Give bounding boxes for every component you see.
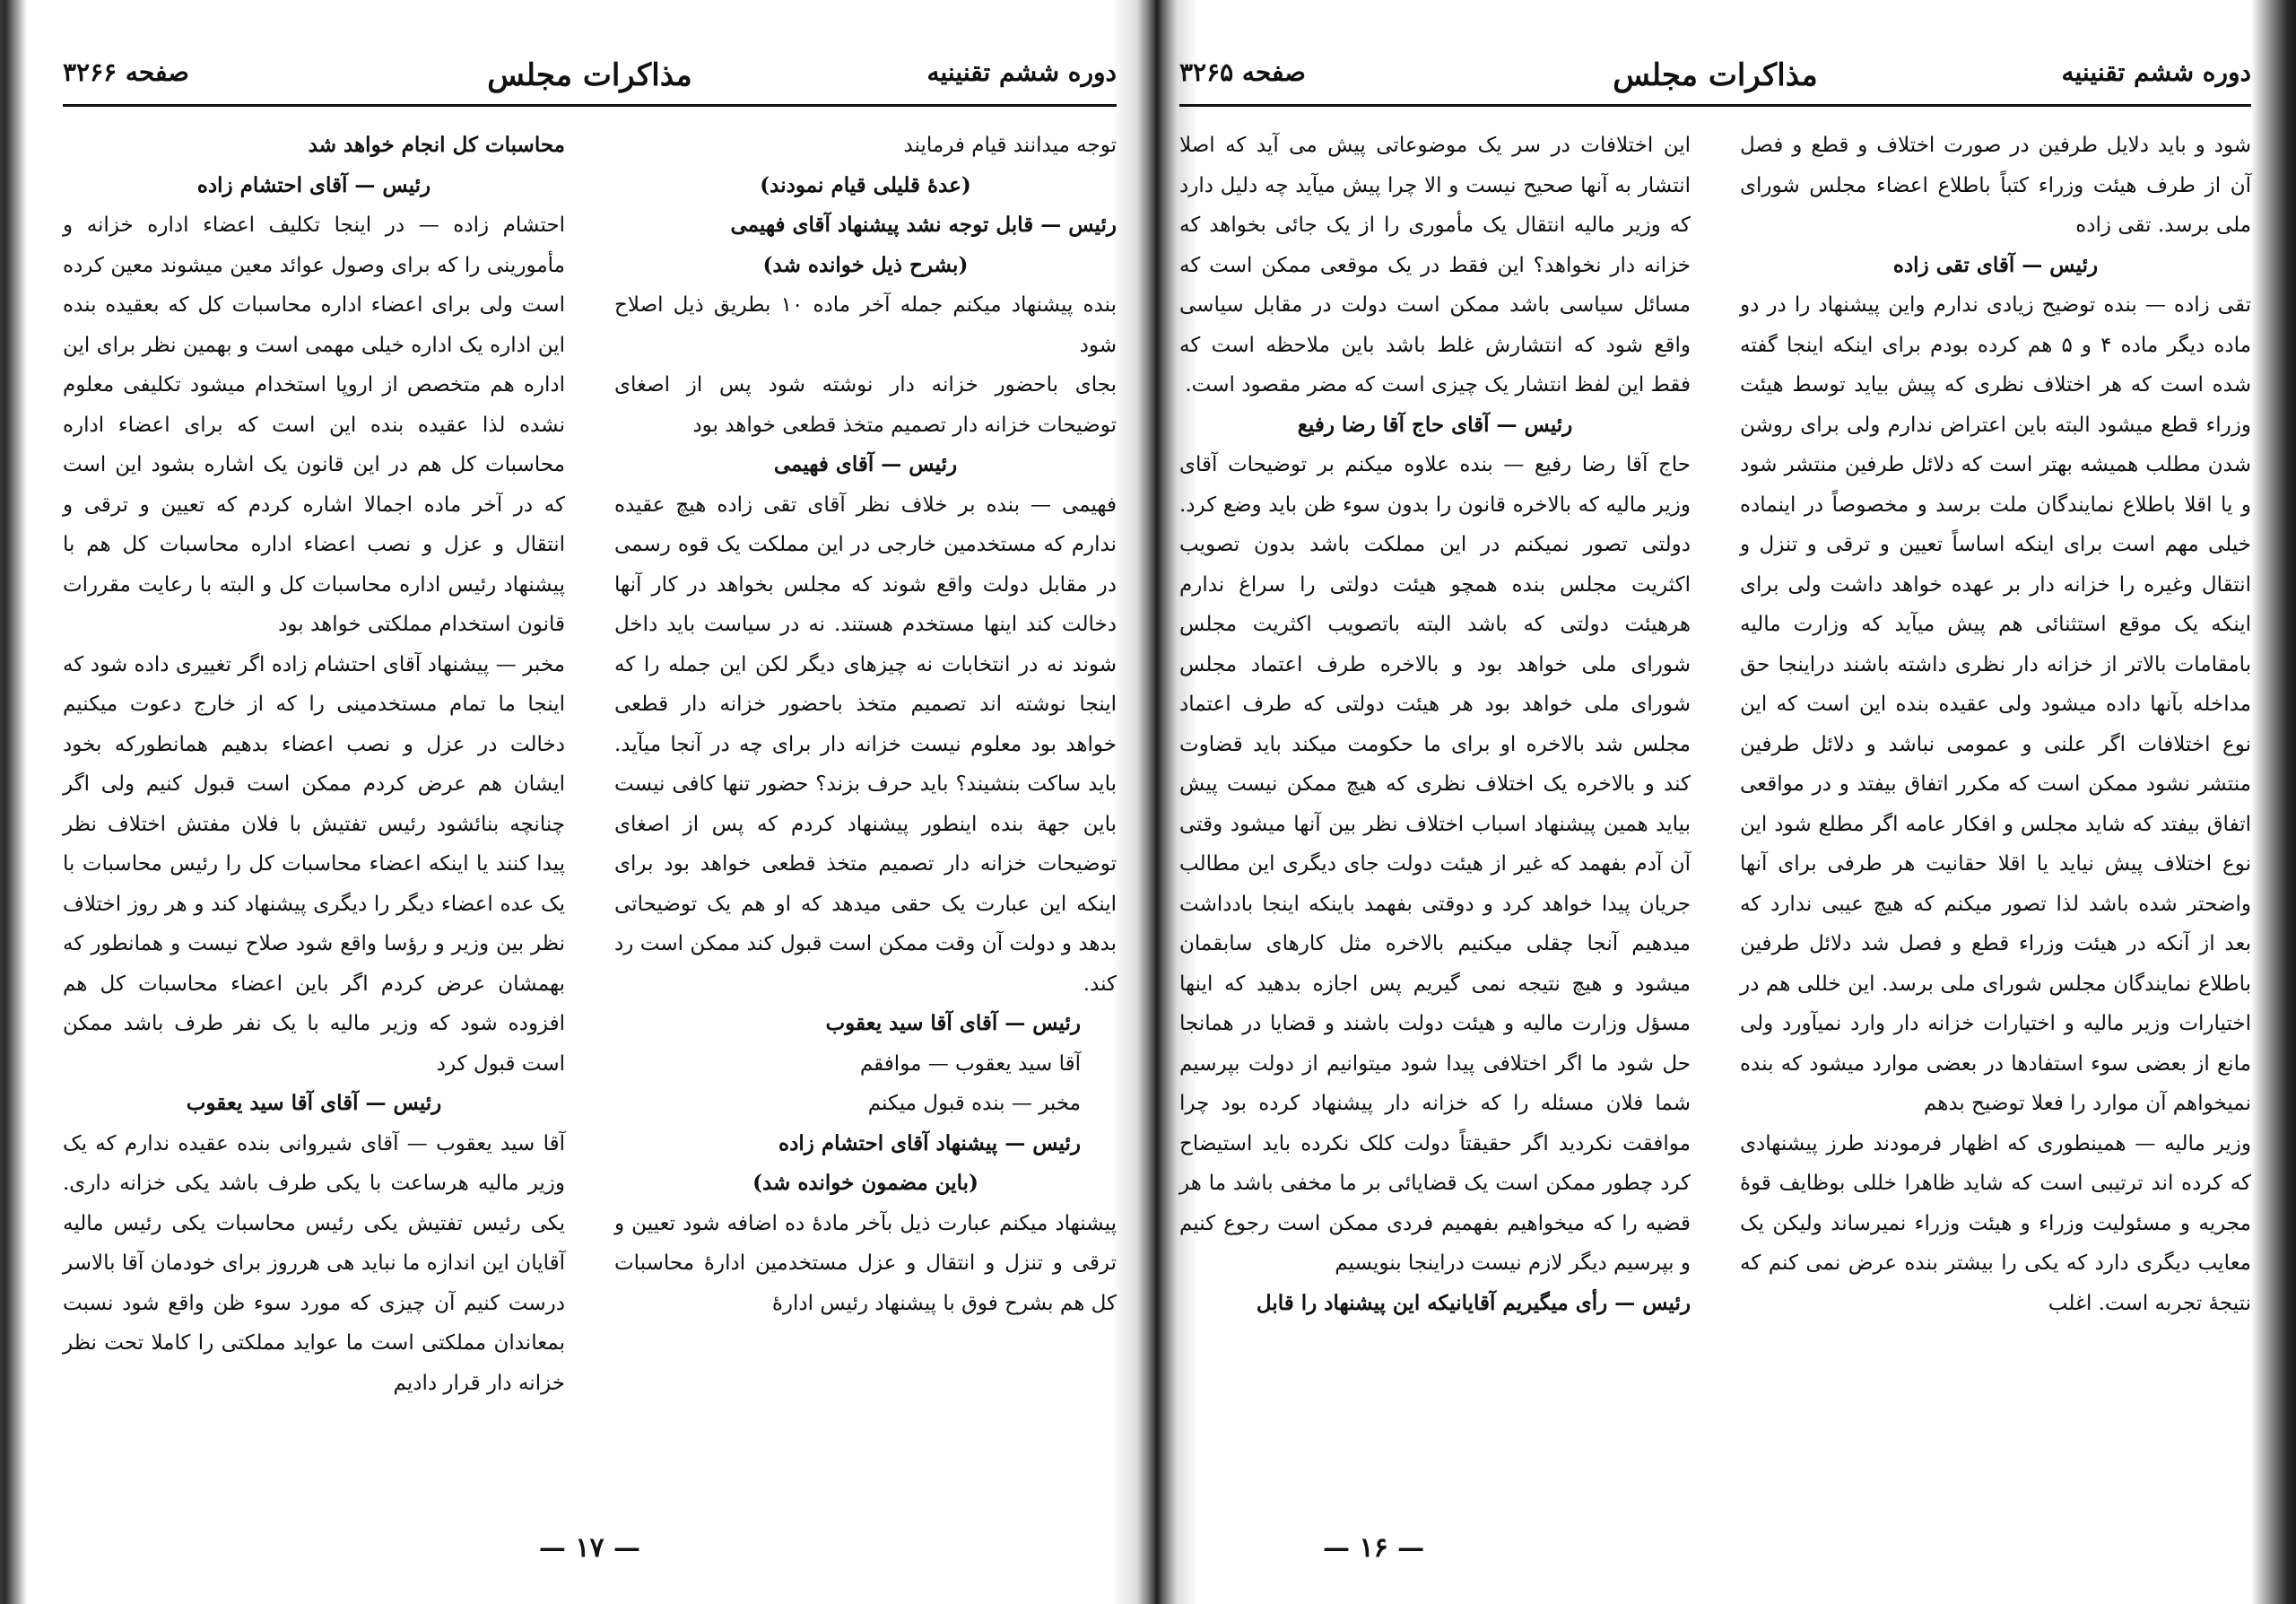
paragraph: آقا سید یعقوب — موافقم <box>859 1051 1081 1076</box>
left-page-left-column <box>63 126 565 1403</box>
right-page-series: دوره ششم تقنینیه <box>2061 57 2251 87</box>
paragraph: (عدهٔ قلیلی قیام نمودند) <box>760 172 971 197</box>
left-page-right-column <box>614 126 1117 1323</box>
paragraph: بجای باحضور خزانه دار نوشته شود پس از اصغای توضیحات خزانه دار تصمیم متخذ قطعی خواهد بود <box>614 373 1117 437</box>
right-page-left-column <box>1179 126 1691 1323</box>
paragraph: این اختلافات در سر یک موضوعاتی پیش می آید که اصلا انتشار به آنها صحیح نیست و الا چرا پیش میآید چه دلیل دارد که وزیر مالیه انتقال یک مأموری را از یک جائی بخواهد که خزانه دار نخواهد؟ این فقط در یک موقعی ممکن است که مسائل سیاسی باشد ممکن است دولت در مقابل سیاسی واقع شود که انتشارش غلط باشد باین ملاحظه است که فقط این لفظ انتشار یک چیزی است که مضر مقصود است. <box>1179 134 1691 397</box>
right-page-header <box>1179 52 2251 107</box>
left-page-footer: — ۱۷ — <box>538 1532 641 1564</box>
speaker-line: رئیس — رأی میگیریم آقایانیکه این پیشنهاد را قابل <box>1256 1290 1691 1315</box>
left-page-number: صفحه ۳۲۶۶ <box>63 57 189 87</box>
paragraph: تقی زاده — بنده توضیح زیادی ندارم واین پیشنهاد را در دو ماده دیگر ماده ۴ و ۵ هم کرده بودم برای اینکه اینجا گفته شده است که هر اختلاف نظری که پیش بیاید توسط هیئت وزراء قطع میشود البته باین اعتراض ندارم ولی برای روشن شدن مطلب همیشه بهتر است که دلائل طرفین منتشر شود و یا اقلا باطلاع نمایندگان ملت برسد و مخصوصاً در اینماده خیلی مهم است برای اینکه اساساً تعیین و ترقی و تنزل و انتقال وغیره را خزانه دار بر عهده خواهد داشت ولی برای اینکه یک موقع استثنائی هم پیش میآید که وزارت مالیه بامقامات بالاتر از خزانه دار نظری داشته باشند دراینجا حق مداخله بآنها داده میشود ولی عقیده بنده این است که این نوع اختلافات اگر علنی و عمومی نباشد و دلائل طرفین منتشر نشود ممکن است که مکرر اتفاق بیفتد و در مواقعی اتفاق بیفتد که شاید مجلس و افکار عامه اگر مطلع شود این نوع اختلاف پیش نیاید یا اقلا حقانیت هر طرفی برای آنها واضحتر شده باشد لذا تصور میکنم که هیچ عیبی ندارد که بعد از آنکه در هیئت وزراء قطع و فصل شد دلائل طرفین باطلاع نمایندگان مجلس شورای ملی برسد. این خللی هم در اختیارات وزیر مالیه و اختیارات خزانه دار وارد نمیآورد ولی مانع از بعضی سوء استفادها در بعضی موارد میشود که بنده نمیخواهم آن موارد را فعلا توضیح بدهم <box>1740 293 2251 1115</box>
paragraph: وزیر مالیه — همینطوری که اظهار فرمودند طرز پیشنهادی که کرده اند ترتیبی است که شاید ظاهرا خللی بوظایف قوهٔ مجریه و مسئولیت وزراء و هیئت وزراء نمیرساند ولیکن یک معایب دیگری دارد که یکی را بیشتر بنده عرض نمی کنم که نتیجهٔ تجربه است. اغلب <box>1740 1131 2251 1315</box>
left-page-header <box>63 52 1117 107</box>
right-page <box>1179 36 2251 1588</box>
speaker-line: رئیس — آقای آقا سید یعقوب <box>186 1091 442 1115</box>
paragraph: (بشرح ذیل خوانده شد) <box>762 252 969 277</box>
right-page-footer: — ۱۶ — <box>1323 1532 1425 1564</box>
speaker-line: رئیس — قابل توجه نشد پیشنهاد آقای فهیمی <box>730 213 1117 237</box>
paragraph: شود و باید دلایل طرفین در صورت اختلاف و قطع و فصل آن از طرف هیئت وزراء کتباً باطلاع اعضاء مجلس شورای ملی برسد. تقی زاده <box>1740 134 2251 237</box>
speaker-line: رئیس — پیشنهاد آقای احتشام زاده <box>778 1130 1081 1155</box>
right-page-number: صفحه ۳۲۶۵ <box>1179 57 1306 87</box>
paragraph: احتشام زاده — در اینجا تکلیف اعضاء اداره خزانه و مأمورینی را که برای وصول عوائد معین میشوند معین کرده است ولی برای اعضاء اداره محاسبات کل که بعقیده بنده این اداره یک اداره خیلی مهمی است و بهمین نظر برای این اداره هم متخصص از اروپا استخدام میشود تکلیفی معلوم نشده لذا عقیده بنده این است که برای اعضاء اداره محاسبات کل هم در این قانون یک اشاره بشود این است که در آخر ماده اجمالا اشاره کردم که تعیین و ترقی و انتقال و عزل و نصب اعضاء اداره محاسبات کل هم با پیشنهاد رئیس اداره محاسبات کل و البته با رعایت مقررات قانون استخدام مملکتی خواهد بود <box>63 214 565 636</box>
paragraph: پیشنهاد میکنم عبارت ذیل بآخر مادهٔ ده اضافه شود تعیین و ترقی و تنزل و انتقال و عزل مستخدمین ادارهٔ محاسبات کل هم بشرح فوق با پیشنهاد رئیس ادارهٔ <box>614 1211 1117 1315</box>
paragraph: حاج آقا رضا رفیع — بنده علاوه میکنم بر توضیحات آقای وزیر مالیه که بالاخره قانون را بدون سوء ظن باید وضع کرد. دولتی تصور نمیکنم در این مملکت باشد بدون تصویب اکثریت مجلس بنده همچو هیئت دولتی را سراغ ندارم هرهیئت دولتی که باشد البته باتصویب اکثریت مجلس شورای ملی خواهد بود و بالاخره طرف اعتماد مجلس شورای ملی خواهد بود هر هیئت دولتی که طرف اعتماد مجلس شد بالاخره او برای ما حکومت میکند باید قضاوت کند و بالاخره یک اختلاف نظری که هیچ ممکن نیست پیش بیاید همین پیشنهاد اسباب اختلاف نظر بین آنها میشود وقتی آن آدم بفهمد که غیر از هیئت دولت جای دیگری این مطالب جریان پیدا خواهد کرد و دوقتی بفهمد باینکه اینجا بادداشت میدهیم آنجا چقلی میکنیم بالاخره مثل کارهای سابقمان میشود و هیچ نتیجه نمی گیریم پس اجازه بدهید که اینها مسؤل وزارت مالیه و هیئت دولت باشند و قضایا در همانجا حل شود ما اگر اختلافی پیدا شود میتوانیم از دولت بپرسیم شما فلان مسئله را که خزانه دار پیشنهاد کرده بود چرا موافقت نکردید اگر حقیقتاً دولت کلک نکرده باید استیضاح کرد چطور ممکن است یک قضایائی بر ما مخفی باشد ما هر قضیه را که میخواهیم بفهمیم فردی ممکن است رجوع کنیم و بپرسیم دیگر لازم نیست دراینجا بنویسیم <box>1179 453 1691 1275</box>
speaker-line: رئیس — آقای تقی زاده <box>1892 252 2099 277</box>
paragraph: توجه میدانند قیام فرمایند <box>903 134 1117 157</box>
right-page-title: مذاکرات مجلس <box>1613 57 1818 93</box>
left-page <box>63 36 1117 1588</box>
speaker-line: رئیس — آقای آقا سید یعقوب <box>825 1011 1081 1035</box>
speaker-line: رئیس — آقای احتشام زاده <box>196 172 431 197</box>
paragraph: (باین مضمون خوانده شد) <box>752 1171 978 1195</box>
right-page-right-column <box>1740 126 2251 1323</box>
paragraph: مخبر — بنده قبول میکنم <box>867 1092 1081 1115</box>
paragraph: محاسبات کل انجام خواهد شد <box>308 133 565 157</box>
paragraph: آقا سید یعقوب — آقای شیروانی بنده عقیده ندارم که یک وزیر مالیه هرساعت با یکی طرف باشد یکی خزانه داری. یکی رئیس تفتیش یکی رئیس محاسبات یکی رئیس مالیه آقایان این اندازه ما نباید هی هرروز برای خودمان آقا بالاسر درست کنیم آن چیزی که مورد سوء ظن واقع شود نسبت بمعاندان مملکتی است ما عواید مملکتی را کاملا تحت نظر خزانه دار قرار دادیم <box>63 1131 565 1395</box>
left-page-title: مذاکرات مجلس <box>487 57 692 93</box>
paragraph: فهیمی — بنده بر خلاف نظر آقای تقی زاده هیچ عقیده ندارم که مستخدمین خارجی در این مملکت یک قوه رسمی در مقابل دولت واقع شوند که مجلس بخواهد در کار آنها دخالت کند اینها مستخدم هستند. نه در سیاست باید داخل شوند نه در انتخابات نه چیزهای دیگر لکن این جمله را که اینجا نوشته اند تصمیم متخذ باحضور خزانه دار قطعی خواهد بود معلوم نیست خزانه دار برای چه در آنجا میآید. باید ساکت بنشیند؟ باید حرف بزند؟ حضور تنها کافی نیست باین جهة بنده اینطور پیشنهاد کردم که پس از اصغای توضیحات خزانه دار تصمیم متخذ قطعی خواهد بود برای اینکه این عبارت یک حقی میدهد که او هم یک توضیحاتی بدهد و دولت آن وقت ممکن است قبول کند ممکن است رد کند. <box>614 493 1117 996</box>
paragraph: مخبر — پیشنهاد آقای احتشام زاده اگر تغییری داده شود که اینجا ما تمام مستخدمینی را که از خارج دعوت میکنیم دخالت در عزل و نصب اعضاء بدهیم همانطورکه بخود ایشان هم عرض کردم ممکن است قبول کنیم ولی اگر چنانچه بنائشود رئیس تفتیش با فلان مفتش اختلاف نظر پیدا کنند یا اینکه اعضاء محاسبات کل را رئیس محاسبات با یک عده اعضاء دیگر را دیگری پیشنهاد کند و هر روز اختلاف نظر بین وزیر و رؤسا واقع شود صلاح نیست و همانطور که بهمشان عرض کردم اگر باین اعضاء محاسبات کل هم افزوده شود که وزیر مالیه با یک نفر طرف باشد ممکن است قبول کرد <box>63 652 565 1076</box>
speaker-line: رئیس — آقای حاج آقا رضا رفیع <box>1297 412 1573 437</box>
left-page-series: دوره ششم تقنینیه <box>926 57 1117 87</box>
paragraph: بنده پیشنهاد میکنم جمله آخر ماده ۱۰ بطریق ذیل اصلاح شود <box>614 293 1117 357</box>
speaker-line: رئیس — آقای فهیمی <box>773 452 958 476</box>
